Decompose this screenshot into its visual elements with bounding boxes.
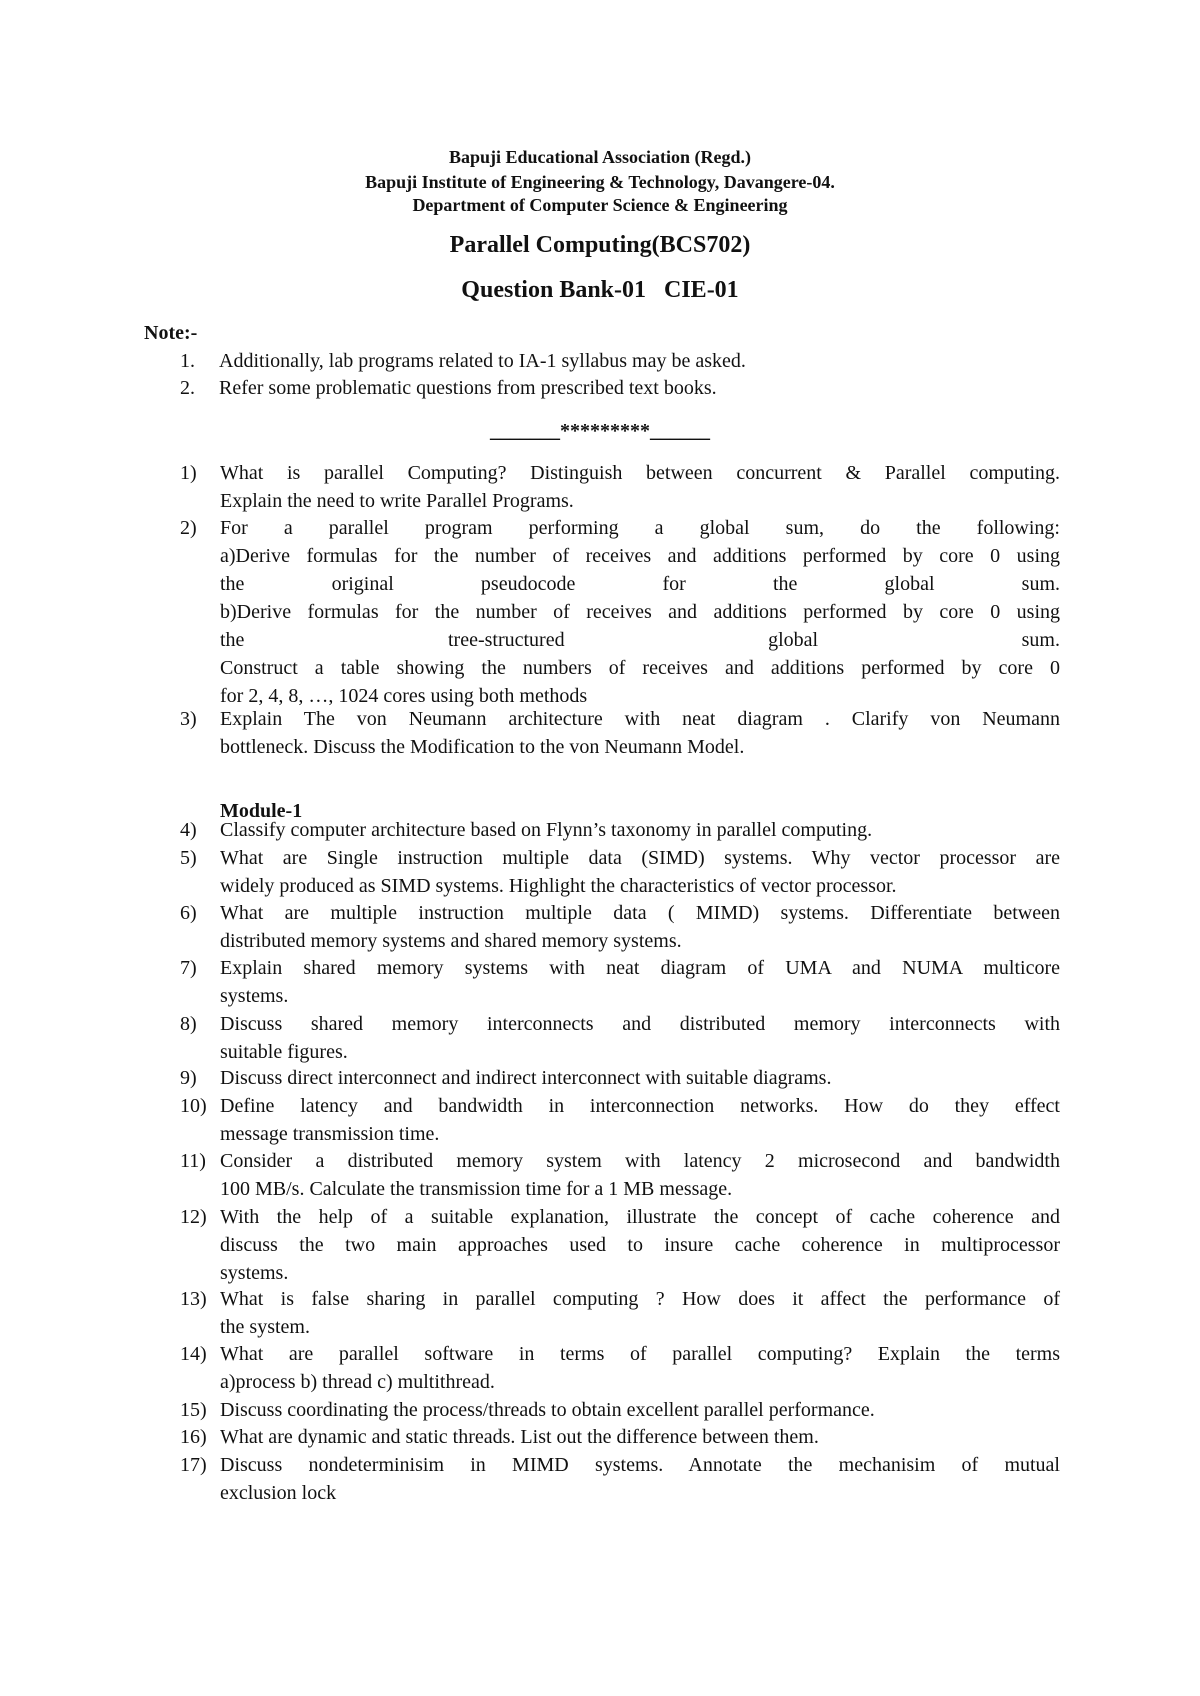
question-text (220, 1064, 1060, 1092)
question-text (220, 1340, 1060, 1396)
question-item (180, 1340, 1060, 1396)
question-line: Discuss nondeterminisim in MIMD systems. Annotate the mechanisim of mutual (220, 1454, 1060, 1476)
question-number: 17) (180, 1454, 207, 1476)
question-line: Explain the need to write Parallel Programs. (220, 490, 574, 512)
question-number: 5) (180, 847, 197, 869)
question-line: With the help of a suitable explanation, illustrate the concept of cache coherence and (220, 1206, 1060, 1228)
question-line: What are parallel software in terms of parallel computing? Explain the terms (220, 1343, 1060, 1365)
question-number: 9) (180, 1067, 197, 1089)
question-number: 4) (180, 819, 197, 841)
question-line: the original pseudocode for the global sum. (220, 573, 1060, 595)
question-line: b)Derive formulas for the number of receives and additions performed by core 0 using (220, 601, 1060, 623)
question-line: What are dynamic and static threads. List out the difference between them. (220, 1426, 819, 1448)
question-item (180, 1285, 1060, 1341)
question-line: distributed memory systems and shared memory systems. (220, 930, 682, 952)
course-title: Parallel Computing(BCS702) (449, 232, 751, 258)
question-line: What are Single instruction multiple data (SIMD) systems. Why vector processor are (220, 847, 1060, 869)
question-line: Explain shared memory systems with neat diagram of UMA and NUMA multicore (220, 957, 1060, 979)
question-item (180, 1396, 1060, 1424)
question-line: Define latency and bandwidth in interconnection networks. How do they effect (220, 1095, 1060, 1117)
question-line: for 2, 4, 8, …, 1024 cores using both methods (220, 685, 588, 707)
note-label: Note:- (144, 322, 198, 344)
question-line: exclusion lock (220, 1482, 337, 1504)
question-line: What is false sharing in parallel computing ? How does it affect the performance of (220, 1288, 1060, 1310)
question-text (220, 1203, 1060, 1287)
question-line: Construct a table showing the numbers of receives and additions performed by core 0 (220, 657, 1060, 679)
question-text (220, 1396, 1060, 1424)
question-item (180, 1423, 1060, 1451)
question-text (220, 899, 1060, 955)
question-text (220, 844, 1060, 900)
question-line: a)process b) thread c) multithread. (220, 1371, 495, 1393)
question-text (220, 1285, 1060, 1341)
question-line: For a parallel program performing a global sum, do the following: (220, 517, 1060, 539)
question-number: 3) (180, 708, 197, 730)
question-text (220, 459, 1060, 515)
question-line: message transmission time. (220, 1123, 440, 1145)
question-item (180, 1451, 1060, 1507)
question-item (180, 899, 1060, 955)
question-item (180, 1010, 1060, 1066)
question-item (180, 1203, 1060, 1287)
question-line: What is parallel Computing? Distinguish between concurrent & Parallel computing. (220, 462, 1060, 484)
question-item (180, 954, 1060, 1010)
question-line: What are multiple instruction multiple data ( MIMD) systems. Differentiate between (220, 902, 1060, 924)
question-bank-title: Question Bank-01 CIE-01 (461, 277, 739, 303)
separator: _______*********______ (490, 420, 710, 442)
question-line: Classify computer architecture based on Flynn’s taxonomy in parallel computing. (220, 819, 873, 841)
question-text (220, 1423, 1060, 1451)
question-line: Discuss direct interconnect and indirect interconnect with suitable diagrams. (220, 1067, 832, 1089)
note-number: 2. (180, 377, 195, 399)
module-heading: Module-1 (220, 800, 303, 822)
question-text (220, 1010, 1060, 1066)
note-text: Additionally, lab programs related to IA-1 syllabus may be asked. (219, 350, 746, 372)
question-line: Discuss shared memory interconnects and distributed memory interconnects with (220, 1013, 1060, 1035)
question-number: 6) (180, 902, 197, 924)
question-number: 2) (180, 517, 197, 539)
question-number: 11) (180, 1150, 206, 1172)
question-item (180, 1064, 1060, 1092)
question-item (180, 514, 1060, 710)
question-line: 100 MB/s. Calculate the transmission time for a 1 MB message. (220, 1178, 733, 1200)
question-line: the system. (220, 1316, 310, 1338)
question-text (220, 816, 1060, 844)
question-line: systems. (220, 985, 289, 1007)
question-line: Consider a distributed memory system with latency 2 microsecond and bandwidth (220, 1150, 1060, 1172)
question-item (180, 459, 1060, 515)
question-number: 14) (180, 1343, 207, 1365)
question-line: widely produced as SIMD systems. Highlight the characteristics of vector processor. (220, 875, 897, 897)
question-item (180, 1092, 1060, 1148)
question-number: 12) (180, 1206, 207, 1228)
association-name: Bapuji Educational Association (Regd.) (448, 147, 752, 167)
question-text (220, 1092, 1060, 1148)
question-text (220, 954, 1060, 1010)
question-number: 7) (180, 957, 197, 979)
question-item (180, 705, 1060, 761)
note-text: Refer some problematic questions from prescribed text books. (219, 377, 717, 399)
question-number: 8) (180, 1013, 197, 1035)
question-text (220, 1147, 1060, 1203)
question-item (180, 816, 1060, 844)
question-line: systems. (220, 1262, 289, 1284)
question-text (220, 705, 1060, 761)
question-text (220, 514, 1060, 710)
question-line: a)Derive formulas for the number of receives and additions performed by core 0 using (220, 545, 1060, 567)
question-line: Explain The von Neumann architecture with neat diagram . Clarify von Neumann (220, 708, 1060, 730)
question-number: 10) (180, 1095, 207, 1117)
department-name: Department of Computer Science & Engineering (412, 195, 788, 215)
question-text (220, 1451, 1060, 1507)
question-line: suitable figures. (220, 1041, 348, 1063)
question-line: bottleneck. Discuss the Modification to the von Neumann Model. (220, 736, 745, 758)
question-line: Discuss coordinating the process/threads to obtain excellent parallel performance. (220, 1399, 875, 1421)
question-number: 13) (180, 1288, 207, 1310)
question-line: discuss the two main approaches used to insure cache coherence in multiprocessor (220, 1234, 1060, 1256)
question-item (180, 844, 1060, 900)
question-number: 16) (180, 1426, 207, 1448)
question-item (180, 1147, 1060, 1203)
note-number: 1. (180, 350, 195, 372)
question-line: the tree-structured global sum. (220, 629, 1060, 651)
question-number: 15) (180, 1399, 207, 1421)
question-number: 1) (180, 462, 197, 484)
institute-name: Bapuji Institute of Engineering & Technology, Davangere-04. (365, 172, 835, 192)
